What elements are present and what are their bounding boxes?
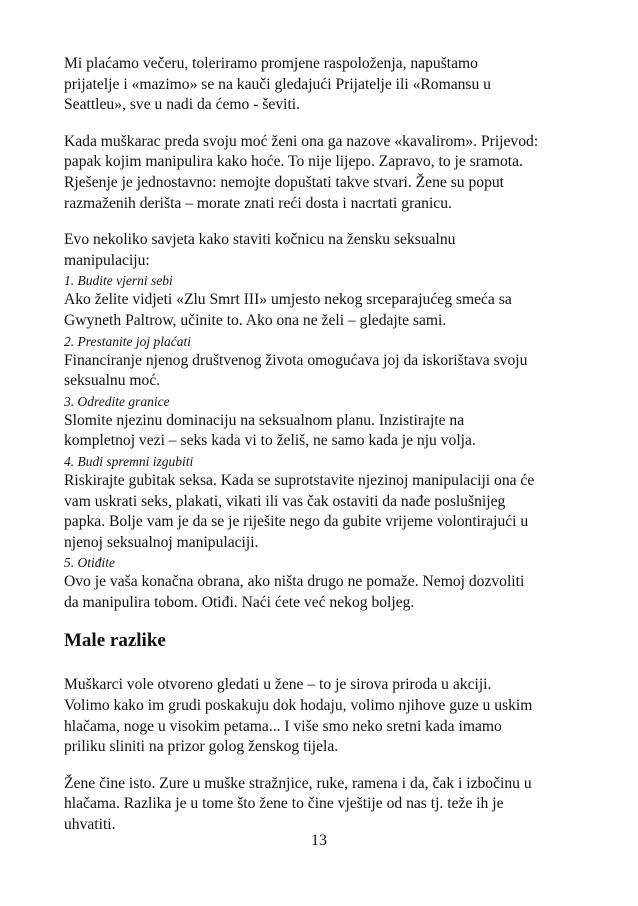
- tip-body: Financiranje njenog društvenog života omogućava joj da iskorištava svoju seksualnu moć.: [64, 351, 528, 390]
- tip-body: Riskirajte gubitak seksa. Kada se suprotstavite njezinoj manipulaciji ona će vam uskrati seks, plakati, vikati ili vas čak ostaviti da nađe poslušnijeg papka. Bolje vam je da se je riješite nego da gubite vrijeme volontirajući u njenoj seksualnoj manipulaciji.: [64, 471, 535, 551]
- document-page: [64, 54, 584, 852]
- section-heading: Male razlike: [64, 630, 166, 652]
- tip-item: [64, 553, 584, 613]
- paragraph-cavalier: Kada muškarac preda svoju moć ženi ona ga nazove «kavalirom». Prijevod: papak kojim manipulira kako hoće. To nije lijepo. Zapravo, to je sramota. Rješenje je jednostavno: nemojte dopuštati takve stvari. Žene su poput razmaženih derišta – morate znati reći dosta i nacrtati granicu.: [64, 132, 539, 212]
- tip-title: 1. Budite vjerni sebi: [64, 273, 173, 289]
- tip-title: 3. Odredite granice: [64, 393, 170, 409]
- tip-item: [64, 332, 584, 392]
- tip-item: [64, 392, 584, 452]
- tips-intro: Evo nekoliko savjeta kako staviti kočnicu na žensku seksualnu manipulaciju:: [64, 231, 456, 269]
- tip-item: [64, 452, 584, 553]
- tip-body: Ovo je vaša konačna obrana, ako ništa drugo ne pomaže. Nemoj dozvoliti da manipulira tobom. Otiđi. Naći ćete već nekog boljeg.: [64, 573, 525, 611]
- tip-item: [64, 271, 584, 331]
- tip-body: Ako želite vidjeti «Zlu Smrt III» umjesto nekog srceparajućeg smeća sa Gwyneth Paltrow, učinite to. Ako ona ne želi – gledajte sami.: [64, 291, 512, 329]
- tip-title: 2. Prestanite joj plaćati: [64, 333, 191, 349]
- paragraph-dinner: Mi plaćamo večeru, toleriramo promjene raspoloženja, napuštamo prijatelje i «mazimo» se na kauči gledajući Prijatelje ili «Romansu u Seattleu», sve u nadi da ćemo - ševiti.: [64, 55, 491, 114]
- tips-list: [64, 230, 584, 613]
- tip-title: 4. Budi spremni izgubiti: [64, 453, 194, 469]
- tip-body: Slomite njezinu dominaciju na seksualnom planu. Inzistirajte na kompletnoj vezi – seks kada vi to želiš, ne samo kada je nju volja.: [64, 411, 476, 450]
- paragraph-women-same: Žene čine isto. Zure u muške stražnjice, ruke, ramena i da, čak i izbočinu u hlačama. Razlika je u tome što žene to čine vještije od nas tj. teže ih je uhvatiti.: [64, 774, 532, 834]
- tip-title: 5. Otiđite: [64, 555, 115, 571]
- paragraph-men-look: Muškarci vole otvoreno gledati u žene – to je sirova priroda u akciji. Volimo kako im grudi poskakuju dok hodaju, volimo njihove guze u uskim hlačama, noge u visokim petama... I više smo neko sretni kada imamo priliku sliniti na prizor golog ženskog tijela.: [64, 676, 533, 756]
- page-number: 13: [311, 832, 327, 849]
